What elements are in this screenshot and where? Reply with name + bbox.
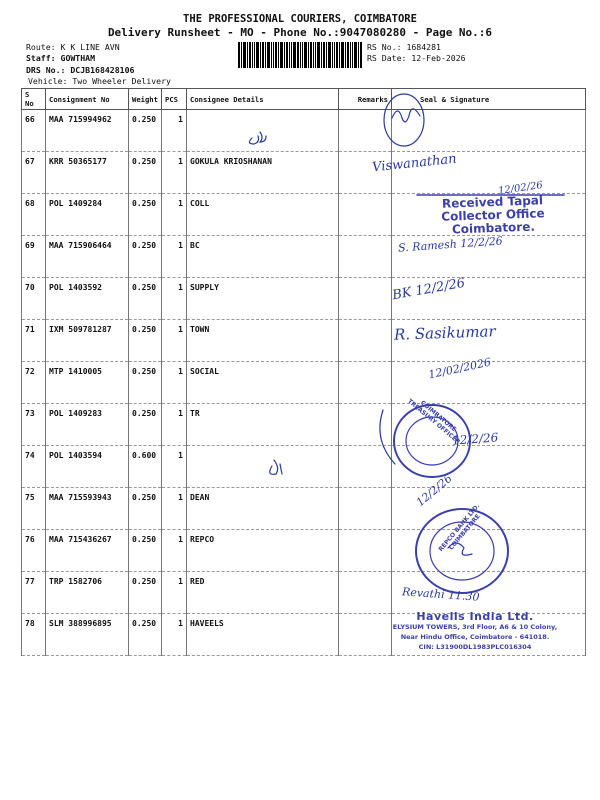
cell-pcs: 1 [162, 236, 187, 278]
havells-line-2: ELYSIUM TOWERS, 3rd Floor, A6 & 10 Colony, [392, 623, 558, 631]
cell-pcs: 1 [162, 446, 187, 488]
cell-consignee: GOKULA KRIOSHANAN [187, 152, 339, 194]
cell-consignee: TR [187, 404, 339, 446]
havells-line-1: Havells India Ltd. [416, 610, 534, 623]
cell-sno: 76 [22, 530, 46, 572]
cell-pcs: 1 [162, 152, 187, 194]
cell-consignee: SOCIAL [187, 362, 339, 404]
cell-weight: 0.250 [129, 236, 162, 278]
signature-70: BK 12/2/26 [391, 275, 467, 304]
rs-no-value: 1684281 [406, 42, 441, 52]
signature-69: S. Ramesh 12/2/26 [397, 234, 504, 255]
cell-sno: 67 [22, 152, 46, 194]
table-row [22, 530, 586, 572]
cell-pcs: 1 [162, 530, 187, 572]
cell-consignment: IXM 509781287 [46, 320, 129, 362]
cell-seal [392, 110, 586, 152]
cell-seal [392, 530, 586, 572]
cell-sno: 77 [22, 572, 46, 614]
cell-weight: 0.250 [129, 110, 162, 152]
cell-weight: 0.250 [129, 320, 162, 362]
cell-weight: 0.600 [129, 446, 162, 488]
cell-consignment: SLM 388996895 [46, 614, 129, 656]
route-label: Route: [26, 42, 56, 52]
cell-sno: 75 [22, 488, 46, 530]
drs-label: DRS No.: [26, 65, 66, 75]
cell-remarks [339, 320, 392, 362]
table-row [22, 488, 586, 530]
cell-sno: 66 [22, 110, 46, 152]
col-header-consignment: Consignment No [46, 89, 129, 110]
cell-sno: 68 [22, 194, 46, 236]
runsheet-subtitle: Delivery Runsheet - MO - Phone No.:9047080280 - Page No.:6 [107, 26, 493, 39]
cell-consignee: RED [187, 572, 339, 614]
signature-75: 12/2/26 [413, 471, 455, 510]
route-line [26, 42, 120, 52]
cell-weight: 0.250 [129, 152, 162, 194]
cell-consignee: TOWN [187, 320, 339, 362]
cell-weight: 0.250 [129, 572, 162, 614]
received-tapal-stamp [417, 193, 568, 237]
signature-67: Viswanathan [371, 151, 458, 176]
cell-remarks [339, 404, 392, 446]
havells-line-3: Near Hindu Office, Coimbatore - 641018. [400, 633, 550, 641]
cell-consignment: MAA 715906464 [46, 236, 129, 278]
cell-consignment: MAA 715436267 [46, 530, 129, 572]
drs-value: DCJB168428106 [70, 65, 135, 75]
cell-pcs: 1 [162, 278, 187, 320]
havells-stamp [380, 612, 570, 652]
cell-consignment: MAA 715593943 [46, 488, 129, 530]
cell-weight: 0.250 [129, 530, 162, 572]
cell-seal [392, 446, 586, 488]
staff-line [26, 53, 95, 63]
staff-value: GOWTHAM [60, 53, 96, 63]
vehicle-value: Two Wheeler Delivery [72, 76, 171, 86]
cell-remarks [339, 530, 392, 572]
vehicle-label: Vehicle: [28, 76, 68, 86]
drs-line [26, 65, 134, 75]
cell-consignment: TRP 1582706 [46, 572, 129, 614]
date-68: 12/02/26 [497, 179, 544, 198]
cell-consignment: KRR 50365177 [46, 152, 129, 194]
cell-consignment: POL 1403592 [46, 278, 129, 320]
cell-sno: 74 [22, 446, 46, 488]
cell-sno: 70 [22, 278, 46, 320]
runsheet-table [21, 88, 586, 656]
table-row [22, 572, 586, 614]
cell-consignee: REPCO [187, 530, 339, 572]
cell-remarks [339, 236, 392, 278]
rs-no-label: RS No.: [367, 42, 402, 52]
cell-weight: 0.250 [129, 194, 162, 236]
cell-pcs: 1 [162, 320, 187, 362]
cell-pcs: 1 [162, 110, 187, 152]
cell-remarks [339, 110, 392, 152]
cell-consignee [187, 110, 339, 152]
signature-73: 12/2/26 [451, 430, 499, 448]
cell-remarks [339, 446, 392, 488]
table-row [22, 278, 586, 320]
treasury-stamp-text: COIMBATORE TREASURY OFFICER [406, 397, 462, 446]
table-header-row [22, 89, 586, 110]
cell-consignee: SUPPLY [187, 278, 339, 320]
rs-no-line [367, 42, 441, 52]
cell-weight: 0.250 [129, 404, 162, 446]
col-header-seal-signature: Seal & Signature [392, 89, 586, 110]
table-row [22, 404, 586, 446]
signature-77: Revathi 11.30 [401, 585, 480, 604]
cell-pcs: 1 [162, 572, 187, 614]
signature-71: R. Sasikumar [393, 322, 496, 344]
route-value: K K LINE AVN [60, 42, 120, 52]
cell-sno: 78 [22, 614, 46, 656]
cell-sno: 69 [22, 236, 46, 278]
bank-stamp-text: REPCO BANK LTD. COIMBATORE [437, 502, 482, 553]
cell-remarks [339, 362, 392, 404]
table-row [22, 446, 586, 488]
cell-remarks [339, 278, 392, 320]
rs-date-label: RS Date: [367, 53, 407, 63]
barcode [238, 42, 362, 68]
company-title: THE PROFESSIONAL COURIERS, COIMBATORE [183, 13, 417, 25]
tapal-line-1: Received Tapal [441, 193, 544, 211]
signature-72: 12/02/2026 [427, 355, 493, 382]
cell-sno: 73 [22, 404, 46, 446]
cell-weight: 0.250 [129, 488, 162, 530]
col-header-sno: S No [22, 89, 46, 110]
cell-consignment: MTP 1410005 [46, 362, 129, 404]
cell-remarks [339, 572, 392, 614]
cell-remarks [339, 194, 392, 236]
cell-weight: 0.250 [129, 278, 162, 320]
cell-pcs: 1 [162, 614, 187, 656]
rs-date-line [367, 53, 466, 63]
rs-date-value: 12-Feb-2026 [411, 53, 466, 63]
table-row [22, 362, 586, 404]
staff-label: Staff: [26, 53, 56, 63]
tapal-line-2: Collector Office [441, 206, 545, 224]
cell-consignee: DEAN [187, 488, 339, 530]
cell-remarks [339, 488, 392, 530]
col-header-pcs: PCS [162, 89, 187, 110]
cell-weight: 0.250 [129, 614, 162, 656]
cell-consignment: POL 1409283 [46, 404, 129, 446]
cell-sno: 72 [22, 362, 46, 404]
cell-consignment: MAA 715994962 [46, 110, 129, 152]
cell-consignment: POL 1403594 [46, 446, 129, 488]
col-header-consignee: Consignee Details [187, 89, 339, 110]
table-row [22, 320, 586, 362]
cell-consignee: COLL [187, 194, 339, 236]
cell-pcs: 1 [162, 362, 187, 404]
tapal-line-3: Coimbatore. [451, 219, 536, 237]
cell-sno: 71 [22, 320, 46, 362]
cell-pcs: 1 [162, 488, 187, 530]
vehicle-line [28, 76, 171, 86]
cell-weight: 0.250 [129, 362, 162, 404]
table-row [22, 110, 586, 152]
col-header-weight: Weight [129, 89, 162, 110]
cell-pcs: 1 [162, 404, 187, 446]
cell-pcs: 1 [162, 194, 187, 236]
havells-line-4: CIN: L31900DL1983PLC016304 [418, 643, 532, 651]
col-header-remarks: Remarks [339, 89, 392, 110]
cell-consignee [187, 446, 339, 488]
cell-consignee: BC [187, 236, 339, 278]
cell-consignment: POL 1409284 [46, 194, 129, 236]
cell-consignee: HAVEELS [187, 614, 339, 656]
